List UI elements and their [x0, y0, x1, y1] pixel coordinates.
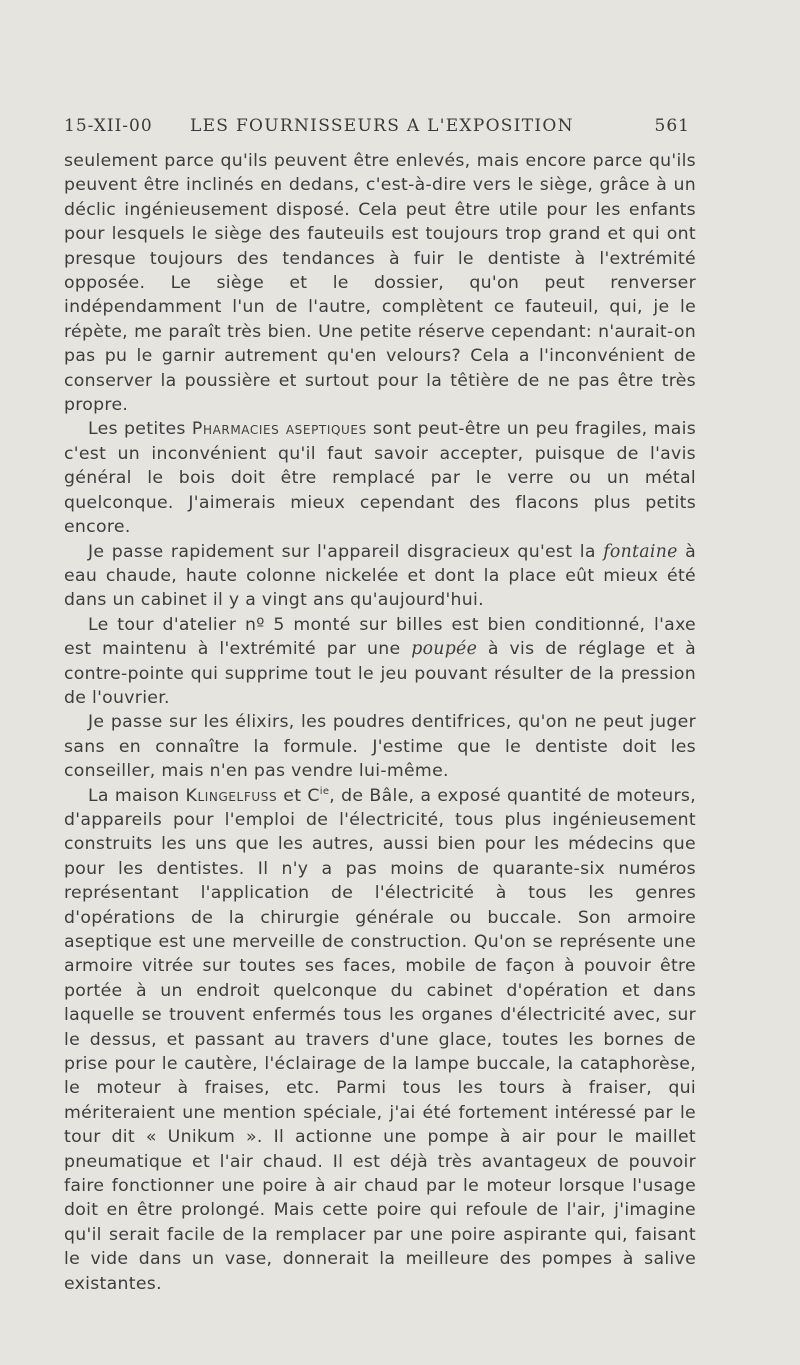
paragraph-4-text-end: à vis de réglage et à contre-pointe qui supprime tout le jeu pouvant résulter de la pression de l'ouvrier.: [64, 639, 696, 708]
paragraph-4: [64, 613, 696, 711]
paragraph-6-company-mid: et C: [277, 785, 320, 806]
poupee-term: poupée: [411, 639, 478, 660]
paragraph-5: Je passe sur les élixirs, les poudres dentifrices, qu'on ne peut juger sans en connaître la formule. J'estime que le dentiste doit les conseiller, mais n'en pas vendre lui-même.: [64, 712, 696, 782]
paragraph-6-text-end: , de Bâle, a exposé quantité de moteurs, d'appareils pour l'emploi de l'électricité, tous plus ingénieusement construits les uns que les autres, aussi bien pour les médecins que pour les dentistes. Il n'y a pas moins de quarante-six numéros représentant l'application de l'électricité à tous les genres d'opérations de la chirurgie générale ou buccale. Son armoire aseptique est une merveille de construction. Qu'on se représente une armoire vitrée sur toutes ses faces, mobile de façon à pouvoir être portée à un endroit quelconque du cabinet d'opération et dans laquelle se trouvent enfermés tous les organes d'électricité avec, sur le dessus, et passant au travers d'une glace, toutes les bornes de prise pour le cautère, l'éclairage de la lampe buccale, la cataphorèse, le moteur à fraises, etc. Parmi tous les tours à fraiser, qui mériteraient une mention spéciale, j'ai été fortement intéressé par le tour dit « Unikum ». Il actionne une pompe à air pour le maillet pneumatique et l'air chaud. Il est déjà très avantageux de pouvoir faire fonctionner une poire à air chaud par le moteur lorsque l'usage doit en être prolongé. Mais cette poire qui refoule de l'air, j'imagine qu'il serait facile de la remplacer par une poire aspirante qui, faisant le vide dans un vase, donnerait la meilleure des pompes à salive existantes.: [64, 785, 696, 1294]
paragraph-6: [64, 784, 696, 1297]
header-date: 15-XII-00: [64, 116, 153, 136]
running-header: [64, 116, 696, 142]
klingelfuss-name: Klingelfuss: [185, 785, 278, 806]
page-number: 561: [654, 116, 690, 136]
paragraph-3: [64, 540, 696, 613]
article-body: [64, 149, 696, 1296]
company-superscript: ie: [319, 785, 330, 797]
paragraph-4-text-start: Le tour d'atelier nº 5 monté sur billes est bien conditionné, l'axe est maintenu à l'extrémité par une: [64, 614, 696, 660]
header-title: LES FOURNISSEURS A L'EXPOSITION: [190, 116, 574, 136]
paragraph-6-text-start: La maison: [88, 785, 186, 806]
paragraph-1: seulement parce qu'ils peuvent être enlevés, mais encore parce qu'ils peuvent être inclinés en dedans, c'est-à-dire vers le siège, grâce à un déclic ingénieusement disposé. Cela peut être utile pour les enfants pour lesquels le siège des fauteuils est toujours trop grand et qui ont presque toujours des tendances à fuir le dentiste à l'extrémité opposée. Le siège et le dossier, qu'on peut renverser indépendamment l'un de l'autre, complètent ce fauteuil, qui, je le répète, me paraît très bien. Une petite réserve cependant: n'aurait-on pas pu le garnir autrement qu'en velours? Cela a l'inconvénient de conserver la poussière et surtout pour la têtière de ne pas être très propre.: [64, 151, 696, 416]
paragraph-3-text-end: à eau chaude, haute colonne nickelée et dont la place eût mieux été dans un cabinet il y a vingt ans qu'aujourd'hui.: [64, 541, 697, 611]
paragraph-3-text-start: Je passe rapidement sur l'appareil disgracieux qu'est la: [88, 541, 604, 562]
paragraph-2-text-end: sont peut-être un peu fragiles, mais c'est un inconvénient qu'il faut savoir accepter, puisque de l'avis général le bois doit être remplacé par le verre ou un métal quelconque. J'aimerais mieux cependant des flacons plus petits encore.: [64, 419, 696, 538]
fontaine-term: fontaine: [603, 541, 678, 562]
pharmacies-aseptiques-term: Pharmacies aseptiques: [191, 419, 367, 440]
paragraph-2-text-start: Les petites: [88, 419, 192, 440]
paragraph-2: [64, 417, 696, 539]
